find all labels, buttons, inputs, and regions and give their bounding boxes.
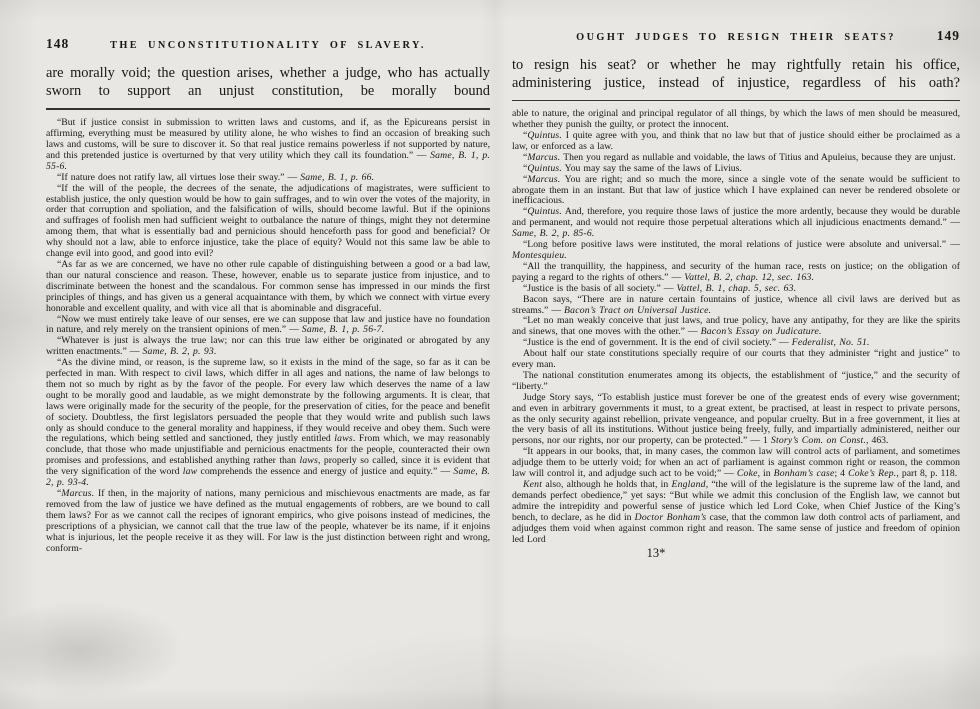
left-footnote-rule xyxy=(46,108,490,110)
body-paragraph: are morally void; the question arises, whether a judge, who has actually sworn to support an unjust constitution, be morally bound xyxy=(46,65,490,99)
left-page-header xyxy=(46,36,490,52)
footnote-paragraph: “But if justice consist in submission to written laws and customs, and if, as the Epicureans persist in affirming, everything must be measured by utility alone, he who wishes to find an occasion of breaking such laws and customs, will be sure to discover it. So that real justice remains powerless if not supported by nature, and this pretended justice is overturned by that very utility which they call its foundation.” — Same, B. 1, p. 55-6. xyxy=(46,117,490,172)
left-body-text xyxy=(46,65,490,100)
body-paragraph: to resign his seat? or whether he may rightfully retain his office, administering justice, instead of injustice, regardless of his oath? xyxy=(512,57,960,91)
footnote-paragraph: “As the divine mind, or reason, is the supreme law, so it exists in the mind of the sage, so far as it can be perfected in man. With respect to civil laws, which differ in all ages and nations, the name of law belongs to them not so much by right as by the favor of the people. For every law which deserves the name of a law ought to be morally good and laudable, as we might demonstrate by the following arguments. It is clear, that laws were originally made for the security of the people, for the preservation of cities, for the peace and benefit of society. Doubtless, the first legislators persuaded the people that they would write and publish such laws only as should conduce to the general morality and happiness, if they would receive and obey them. Such were the regulations, which being settled and sanctioned, they justly entitled laws. From which, we may reasonably conclude, that those who made unjustifiable and pernicious enactments for the people, counteracted their own promises and professions, and established anything rather than laws, properly so called, since it is evident that the very signification of the word law comprehends the essence and energy of justice and equity.” — Same, B. 2, p. 93-4. xyxy=(46,357,490,489)
footnote-paragraph: “Whatever is just is always the true law; nor can this true law either be originated or abrogated by any written enactments.” — Same, B. 2, p. 93. xyxy=(46,335,490,358)
left-page xyxy=(46,36,490,554)
left-footnotes xyxy=(46,118,490,554)
right-page-number: 149 xyxy=(936,28,960,43)
footnote-paragraph: Judge Story says, “To establish justice must forever be one of the greatest ends of every wise government; and even in arbitrary governments it must, to a great extent, be practised, at least in respect to private persons, as the only security against rebellion, private vengeance, and popular cruelty. But in a free government, it lies at the very basis of all its institutions. Without justice being freely, fully, and impartially administered, neither our persons, nor our rights, nor our property, can be protected.” — 1 Story’s Com. on Const., 463. xyxy=(512,391,960,447)
right-body-text xyxy=(512,57,960,92)
footnote-paragraph: Kent also, although he holds that, in England, “the will of the legislature is the supreme law of the land, and demands perfect obedience,” yet says: “But while we admit this conclusion of the English law, we cannot but admire the intrepidity and powerful sense of justice which led Lord Coke, when Chief Justice of the King’s bench, to declare, as he did in Doctor Bonham’s case, that the common law doth control acts of parliament, and adjudges them void when against common right and reason. The same sense of justice and freedom of opinion led Lord xyxy=(512,479,960,545)
footnote-paragraph: Bacon says, “There are in nature certain fountains of justice, whence all civil laws are derived but as streams.” — Bacon’s Tract on Universal Justice. xyxy=(512,293,960,316)
footnote-paragraph: “Marcus. You are right; and so much the more, since a single vote of the senate would be sufficient to abrogate them in an instant. But that law of justice which I have explained can never be rendered obsolete or inefficacious. xyxy=(512,173,960,207)
footnote-paragraph: “Quintus. You may say the same of the laws of Livius. xyxy=(523,162,742,174)
right-page-header xyxy=(512,28,960,44)
footnote-paragraph: The national constitution enumerates among its objects, the establishment of “justice,” and the security of “liberty.” xyxy=(512,369,960,392)
footnote-paragraph: “If the will of the people, the decrees of the senate, the adjudications of magistrates, were sufficient to establish justice, the only question would be how to gain suffrages, and to win over the votes of the majority, in order that corruption and spoliation, and the falsification of wills, should become lawful. But if the opinions and suffrages of foolish men had sufficient weight to outbalance the nature of things, might they not determine among them, that what is essentially bad and pernicious should henceforth pass for good and beneficial? Or why should not a law, able to enforce injustice, take the place of equity? Would not this same law be able to change evil into good, and good into evil? xyxy=(46,182,490,260)
footnote-paragraph: “If nature does not ratify law, all virtues lose their sway.” — Same, B. 1, p. 66. xyxy=(57,171,375,183)
signature-mark: 13* xyxy=(646,546,666,561)
footnote-paragraph: “Let no man weakly conceive that just laws, and true policy, have any antipathy, for they are like the spirits and sinews, that one moves with the other.” — Bacon’s Essay on Judicature. xyxy=(512,315,960,338)
right-footnote-rule xyxy=(512,100,960,101)
footnote-paragraph: “Quintus. And, therefore, you require those laws of justice the more ardently, because they would be durable and permanent, and would not require those perpetual alterations which all injudicious enactments demand.” — Same, B. 2, p. 85-6. xyxy=(512,206,960,240)
right-footnotes xyxy=(512,109,960,545)
left-page-number: 148 xyxy=(46,36,70,51)
footnote-paragraph: “As far as we are concerned, we have no other rule capable of distinguishing between a good or a bad law, than our natural conscience and reason. These, however, enable us to separate justice from injustice, and to discriminate between the honest and the scandalous. For common sense has impressed in our minds the first principles of things, and has given us a general acquaintance with them, by which we connect with virtue every honorable and excellent quality, and with vice all that is abominable and disgraceful. xyxy=(46,258,490,314)
footnote-paragraph: “Justice is the basis of all society.” — Vattel, B. 1, chap. 5, sec. 63. xyxy=(523,282,797,294)
footnote-paragraph: “Marcus. Then you regard as nullable and voidable, the laws of Titius and Apuleius, because they are unjust. xyxy=(523,151,956,163)
footnote-paragraph: able to nature, the original and principal regulator of all things, by which the laws of men should be measured, whether they punish the guilty, or protect the innocent. xyxy=(512,108,960,131)
footnote-paragraph: “All the tranquillity, the happiness, and security of the human race, rests on justice; on the obligation of paying a regard to the rights of others.” — Vattel, B. 2, chap. 12, sec. 163. xyxy=(512,260,960,283)
footnote-paragraph: “Now we must entirely take leave of our senses, ere we can suppose that law and justice have no foundation in nature, and rely merely on the transient opinions of men.” — Same, B. 1, p. 56-7. xyxy=(46,313,490,336)
footnote-paragraph: “Marcus. If then, in the majority of nations, many pernicious and mischievous enactments are made, as far removed from the law of justice we have defined as the mutual engagements of robbers, are we bound to call them laws? For as we cannot call the recipes of ignorant empirics, who give poisons instead of medicines, the prescriptions of a physician, we cannot call that the true law of the people, whatever be its name, if it enjoins what is injurious, let the people receive it as they will. For law is the just distinction between right and wrong, conform- xyxy=(46,488,490,554)
footnote-paragraph: “Quintus. I quite agree with you, and think that no law but that of justice should either be proclaimed as a law, or enforced as a law. xyxy=(512,130,960,152)
right-running-title: OUGHT JUDGES TO RESIGN THEIR SEATS? xyxy=(576,32,896,43)
left-running-title: THE UNCONSTITUTIONALITY OF SLAVERY. xyxy=(110,40,426,51)
right-page xyxy=(512,28,960,561)
footnote-paragraph: “It appears in our books, that, in many cases, the common law will control acts of parliament, and sometimes adjudge them to be utterly void; for when an act of parliament is against common right or reason, the common law will control it, and adjudge such act to be void;” — Coke, in Bonham’s case; 4 Coke’s Rep., part 8, p. 118. xyxy=(512,446,960,480)
footnote-paragraph: “Justice is the end of government. It is the end of civil society.” — Federalist, No. 51. xyxy=(523,337,870,349)
footnote-paragraph: About half our state constitutions specially require of our courts that they administer “right and justice” to every man. xyxy=(512,348,960,371)
footnote-paragraph: “Long before positive laws were instituted, the moral relations of justice were absolute and universal.” — Montesquieu. xyxy=(512,239,960,261)
